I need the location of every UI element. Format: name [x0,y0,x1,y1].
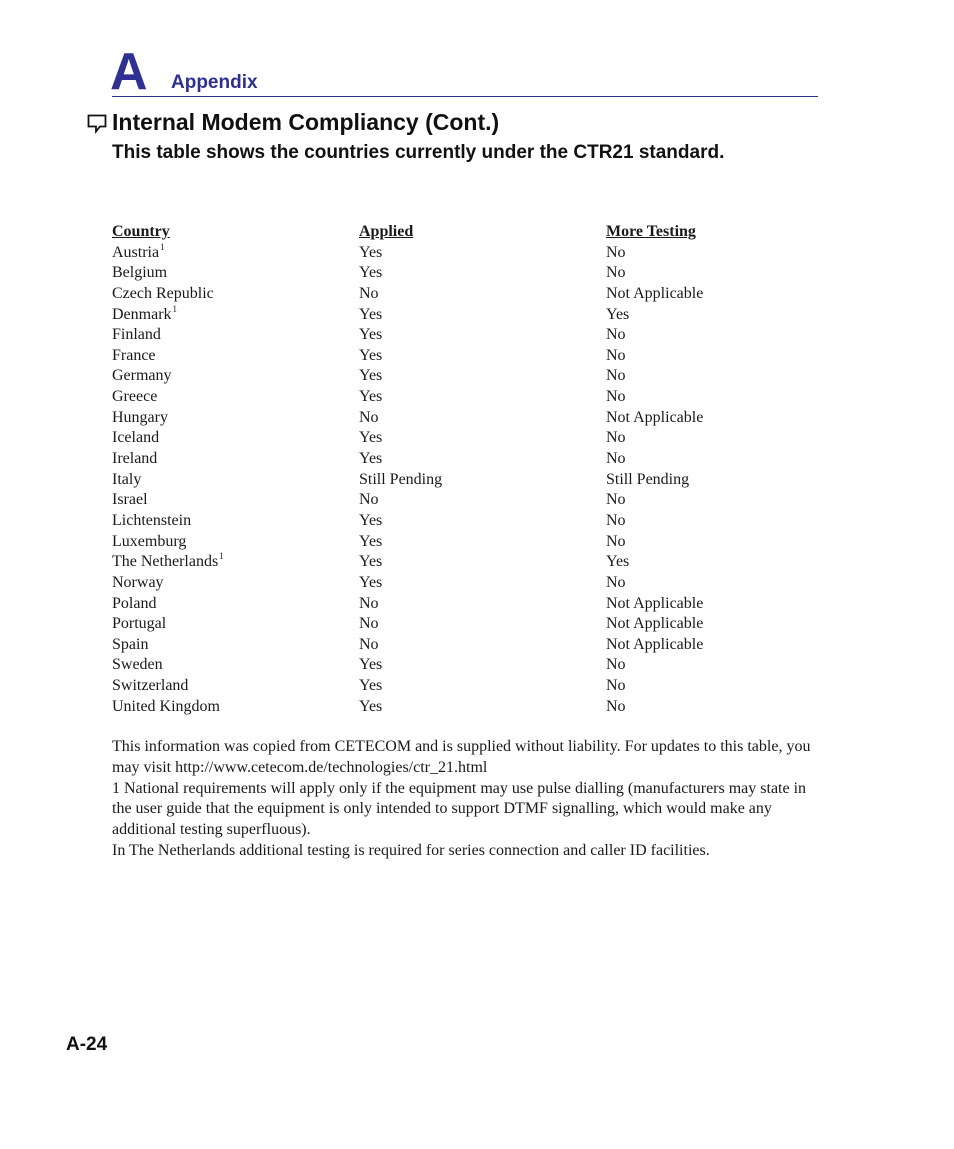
table-row [112,552,832,573]
applied-cell: Yes [359,450,383,468]
more-testing-cell: Still Pending [606,470,690,488]
notes-block [112,737,812,862]
column-header-more-testing: More Testing [606,223,696,240]
country-cell: Poland [112,594,157,612]
applied-cell: Yes [359,429,383,447]
country-cell: Denmark [112,305,172,323]
table-row [112,305,832,326]
country-cell: Norway [112,573,164,591]
table-row [112,243,832,264]
applied-cell: Yes [359,656,383,674]
country-cell: Switzerland [112,677,189,695]
applied-cell: No [359,615,379,633]
table-row [112,511,832,532]
applied-cell: Yes [359,697,383,715]
table-row [112,470,832,491]
country-cell: Lichtenstein [112,511,192,529]
more-testing-cell: No [606,388,626,406]
applied-cell: No [359,491,379,509]
applied-cell: Yes [359,326,383,344]
more-testing-cell: No [606,573,626,591]
more-testing-cell: Not Applicable [606,615,704,633]
applied-cell: Yes [359,677,383,695]
more-testing-cell: No [606,264,626,282]
country-cell: Austria [112,243,160,261]
section-title: Internal Modem Compliancy (Cont.) [112,109,500,135]
more-testing-cell: Not Applicable [606,594,704,612]
table-row [112,614,832,635]
applied-cell: Yes [359,346,383,364]
country-cell: Israel [112,491,148,509]
header-divider [112,96,818,97]
table-row [112,408,832,429]
table-row [112,532,832,553]
applied-cell: Yes [359,388,383,406]
table-row [112,573,832,594]
applied-cell: Yes [359,532,383,550]
note-source: This information was copied from CETECOM and is supplied without liability. For updates to this table, you may visit http://www.cetecom.de/technologies/ctr_21.html [112,738,811,776]
applied-cell: Yes [359,573,383,591]
table-row [112,594,832,615]
applied-cell: Yes [359,553,383,571]
more-testing-cell: No [606,346,626,364]
note-icon [86,112,108,134]
more-testing-cell: Yes [606,305,630,323]
note-netherlands: In The Netherlands additional testing is required for series connection and caller ID facilities. [112,841,710,859]
more-testing-cell: No [606,697,626,715]
applied-cell: Yes [359,264,383,282]
more-testing-cell: Not Applicable [606,284,704,302]
applied-cell: Yes [359,511,383,529]
applied-cell: No [359,594,379,612]
applied-cell: Still Pending [359,470,443,488]
table-row [112,655,832,676]
more-testing-cell: No [606,677,626,695]
table-row [112,490,832,511]
country-cell: Luxemburg [112,532,187,550]
country-cell: Iceland [112,429,160,447]
more-testing-cell: Yes [606,553,630,571]
more-testing-cell: No [606,511,626,529]
table-row [112,263,832,284]
table-body [112,243,832,718]
country-cell: Hungary [112,408,168,426]
table-row [112,387,832,408]
applied-cell: No [359,635,379,653]
country-cell: Belgium [112,264,168,282]
more-testing-cell: No [606,532,626,550]
table-row [112,635,832,656]
applied-cell: No [359,284,379,302]
table-row [112,346,832,367]
table-row [112,366,832,387]
table-row [112,428,832,449]
country-cell: Spain [112,635,149,653]
table-row [112,284,832,305]
more-testing-cell: No [606,491,626,509]
more-testing-cell: Not Applicable [606,635,704,653]
footnote-marker: 1 [219,551,224,562]
country-cell: Finland [112,326,161,344]
country-cell: Ireland [112,450,158,468]
table-row [112,449,832,470]
more-testing-cell: No [606,429,626,447]
table-header-row [112,222,832,243]
more-testing-cell: No [606,450,626,468]
country-cell: Portugal [112,615,167,633]
more-testing-cell: No [606,326,626,344]
section-subtitle: This table shows the countries currently under the CTR21 standard. [112,142,725,163]
country-cell: The Netherlands [112,553,219,571]
more-testing-cell: Not Applicable [606,408,704,426]
footnote-marker: 1 [160,241,165,252]
country-cell: Sweden [112,656,163,674]
table-row [112,697,832,718]
table-row [112,676,832,697]
country-cell: United Kingdom [112,697,220,715]
column-header-applied: Applied [359,223,414,240]
more-testing-cell: No [606,656,626,674]
more-testing-cell: No [606,243,626,261]
note-footnote-1: 1 National requirements will apply only if the equipment may use pulse dialling (manufacturers may state in the user guide that the equipment is only intended to support DTMF signalling, which would make any additional testing superfluous). [112,779,807,839]
column-header-country: Country [112,223,170,240]
country-cell: Germany [112,367,172,385]
country-cell: France [112,346,156,364]
chapter-name: Appendix [171,72,258,93]
ctr21-country-table [112,222,832,717]
country-cell: Czech Republic [112,284,214,302]
footnote-marker: 1 [172,303,178,314]
country-cell: Italy [112,470,142,488]
applied-cell: Yes [359,305,383,323]
more-testing-cell: No [606,367,626,385]
country-cell: Greece [112,388,158,406]
applied-cell: Yes [359,243,383,261]
applied-cell: Yes [359,367,383,385]
applied-cell: No [359,408,379,426]
page-number: A-24 [66,1034,108,1055]
chapter-letter: A [110,43,148,101]
table-row [112,325,832,346]
